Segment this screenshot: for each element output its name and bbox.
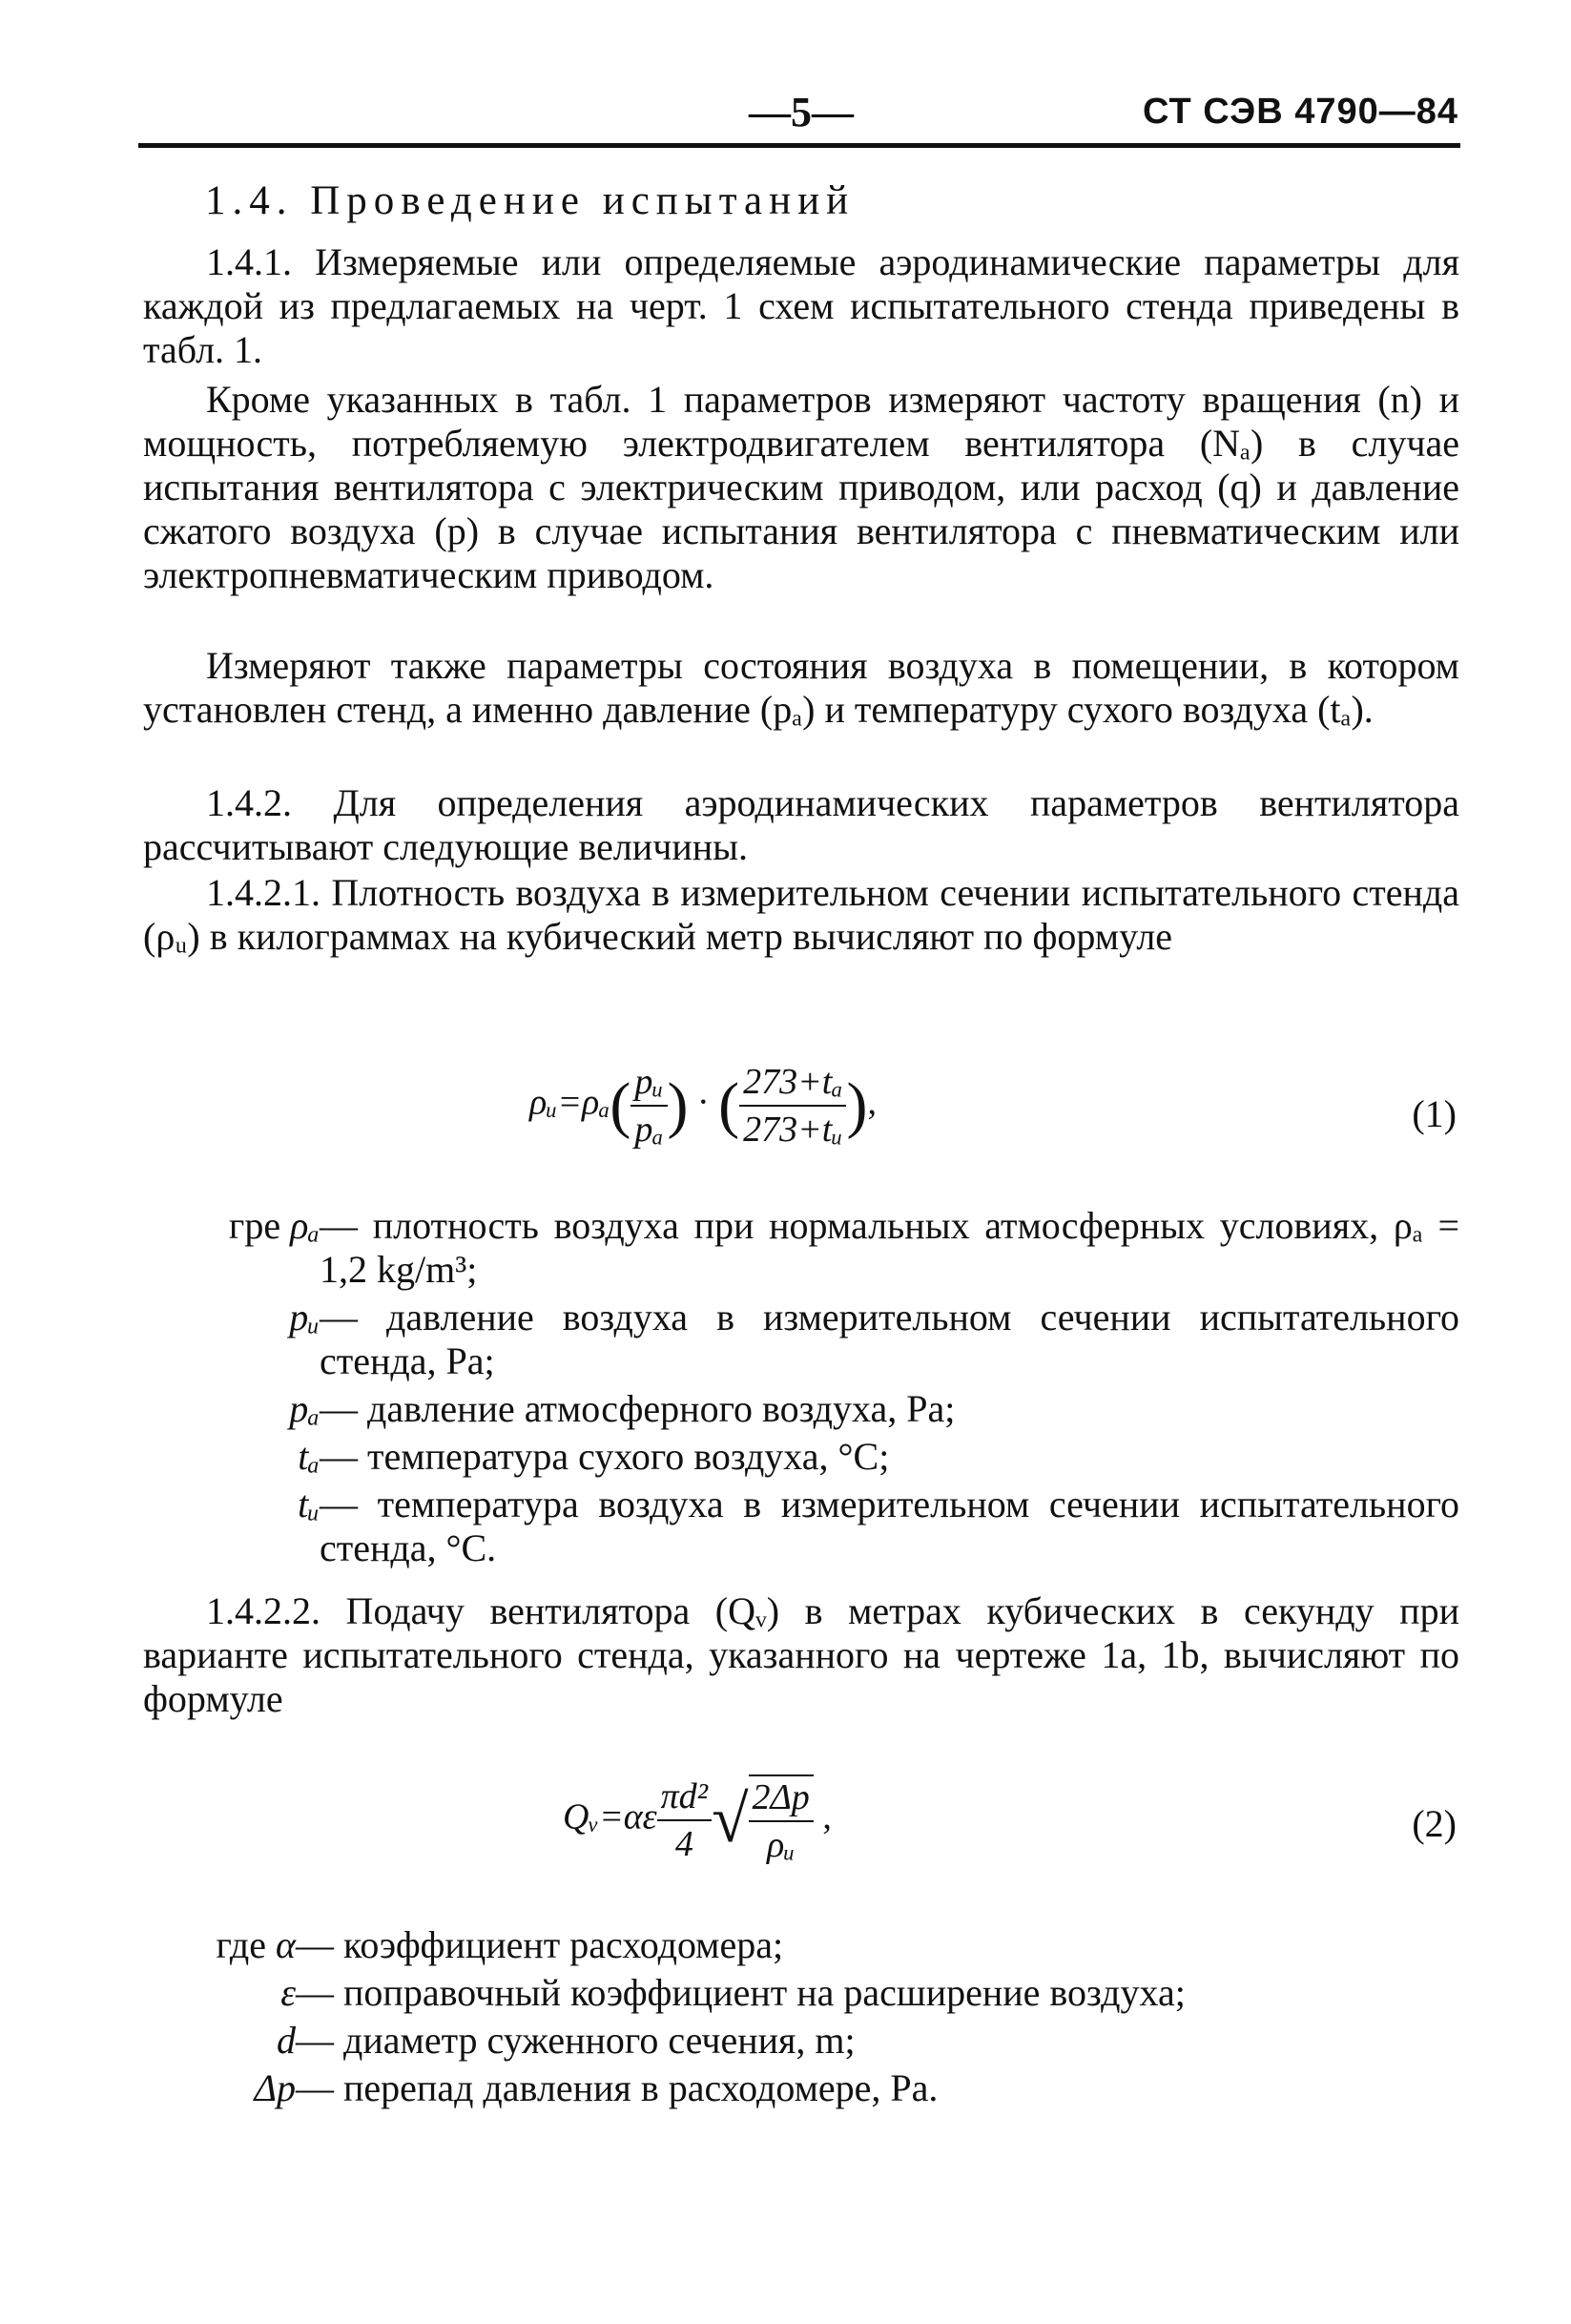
definition-row: tₐ — температура сухого воздуха, °C; [298, 1435, 890, 1478]
header-rule [138, 143, 1460, 148]
formula-1-definitions [143, 1204, 1459, 1574]
paragraph-1-4-1: 1.4.1. Измеряемые или определяемые аэродинамические параметры для каждой из предлагаемых на черт. 1 схем испытательного стенда приведены в табл. 1. [143, 240, 1459, 371]
formula-1-number: (1) [1412, 1092, 1457, 1135]
definition-row: где α — коэффициент расходомера; [216, 1923, 784, 1966]
section-title: 1.4. Проведение испытаний [205, 178, 856, 223]
definition-row: d — диаметр суженного сечения, m; [277, 2019, 856, 2062]
paragraph-room-parameters: Измеряют также параметры состояния воздуха в помещении, в котором установлен стенд, а именно давление (pₐ) и температуру сухого воздуха (tₐ). [143, 644, 1459, 731]
paragraph-1-4-2: 1.4.2. Для определения аэродинамических параметров вентилятора рассчитывают следующие величины. [143, 781, 1459, 868]
definition-row: ε — поправочный коэффициент на расширение воздуха; [280, 1971, 1186, 2014]
definition-row: гре ρₐ — плотность воздуха при нормальных атмосферных условиях, ρₐ = 1,2 kg/m³; [228, 1204, 1459, 1291]
page-number: —5— [749, 89, 854, 135]
formula-2-area-fraction: $\frac{\text{πd²}}{4}$ [657, 1775, 712, 1865]
definition-row: pᵤ — давление воздуха в измерительном сечении испытательного стенда, Pa; [289, 1296, 1459, 1382]
paragraph-1-4-2-2: 1.4.2.2. Подачу вентилятора (Qᵥ) в метрах кубических в секунду при варианте испытательного стенда, указанного на чертеже 1a, 1b, вычисляют по формуле [143, 1589, 1459, 1720]
formula-2-radicand: $\frac{2\Delta p}{\text{ρᵤ}}$ [749, 1774, 814, 1866]
standard-code: СТ СЭВ 4790—84 [1142, 92, 1458, 132]
formula-1-pressure-ratio: $\frac{\text{pᵤ}}{\text{pₐ}}$ [630, 1061, 667, 1151]
square-root-sign: √ [712, 1783, 749, 1857]
definition-row: tᵤ — температура воздуха в измерительном сечении испытательного стенда, °C. [298, 1483, 1459, 1569]
formula-1-temperature-ratio: $\frac{\text{273+tₐ}}{\text{273+tᵤ}}$ [739, 1061, 846, 1151]
formula-2-lhs: Qᵥ=αε [563, 1796, 657, 1837]
definition-row: Δp — перепад давления в расходомере, Pa. [254, 2066, 939, 2109]
definition-row: pₐ — давление атмосферного воздуха, Pa; [289, 1387, 956, 1430]
paragraph-1-4-2-1: 1.4.2.1. Плотность воздуха в измерительном сечении испытательного стенда (ρᵤ) в килограммах на кубический метр вычисляют по формуле [143, 871, 1459, 958]
formula-2-number: (2) [1412, 1802, 1457, 1845]
formula-1: ρᵤ=ρₐ( $\frac{\text{pᵤ}}{\text{pₐ}}$ ) · ( $\frac{\text{273+tₐ}}{\text{273+tᵤ}}$ ), [529, 1062, 877, 1150]
formula-2-definitions [143, 1923, 1459, 2114]
formula-1-lhs: ρᵤ=ρₐ [529, 1082, 610, 1123]
formula-2: Qᵥ=αε $\frac{\text{πd²}}{4}$ √ $\frac{2\Delta p}{\text{ρᵤ}}$ , [563, 1776, 832, 1865]
paragraph-parameters: Кроме указанных в табл. 1 параметров измеряют частоту вращения (n) и мощность, потребляемую электродвигателем вентилятора (Nₐ) в случае испытания вентилятора с электрическим приводом, или расход (q) и давление сжатого воздуха (p) в случае испытания вентилятора с пневматическим или электропневматическим приводом. [143, 378, 1459, 596]
